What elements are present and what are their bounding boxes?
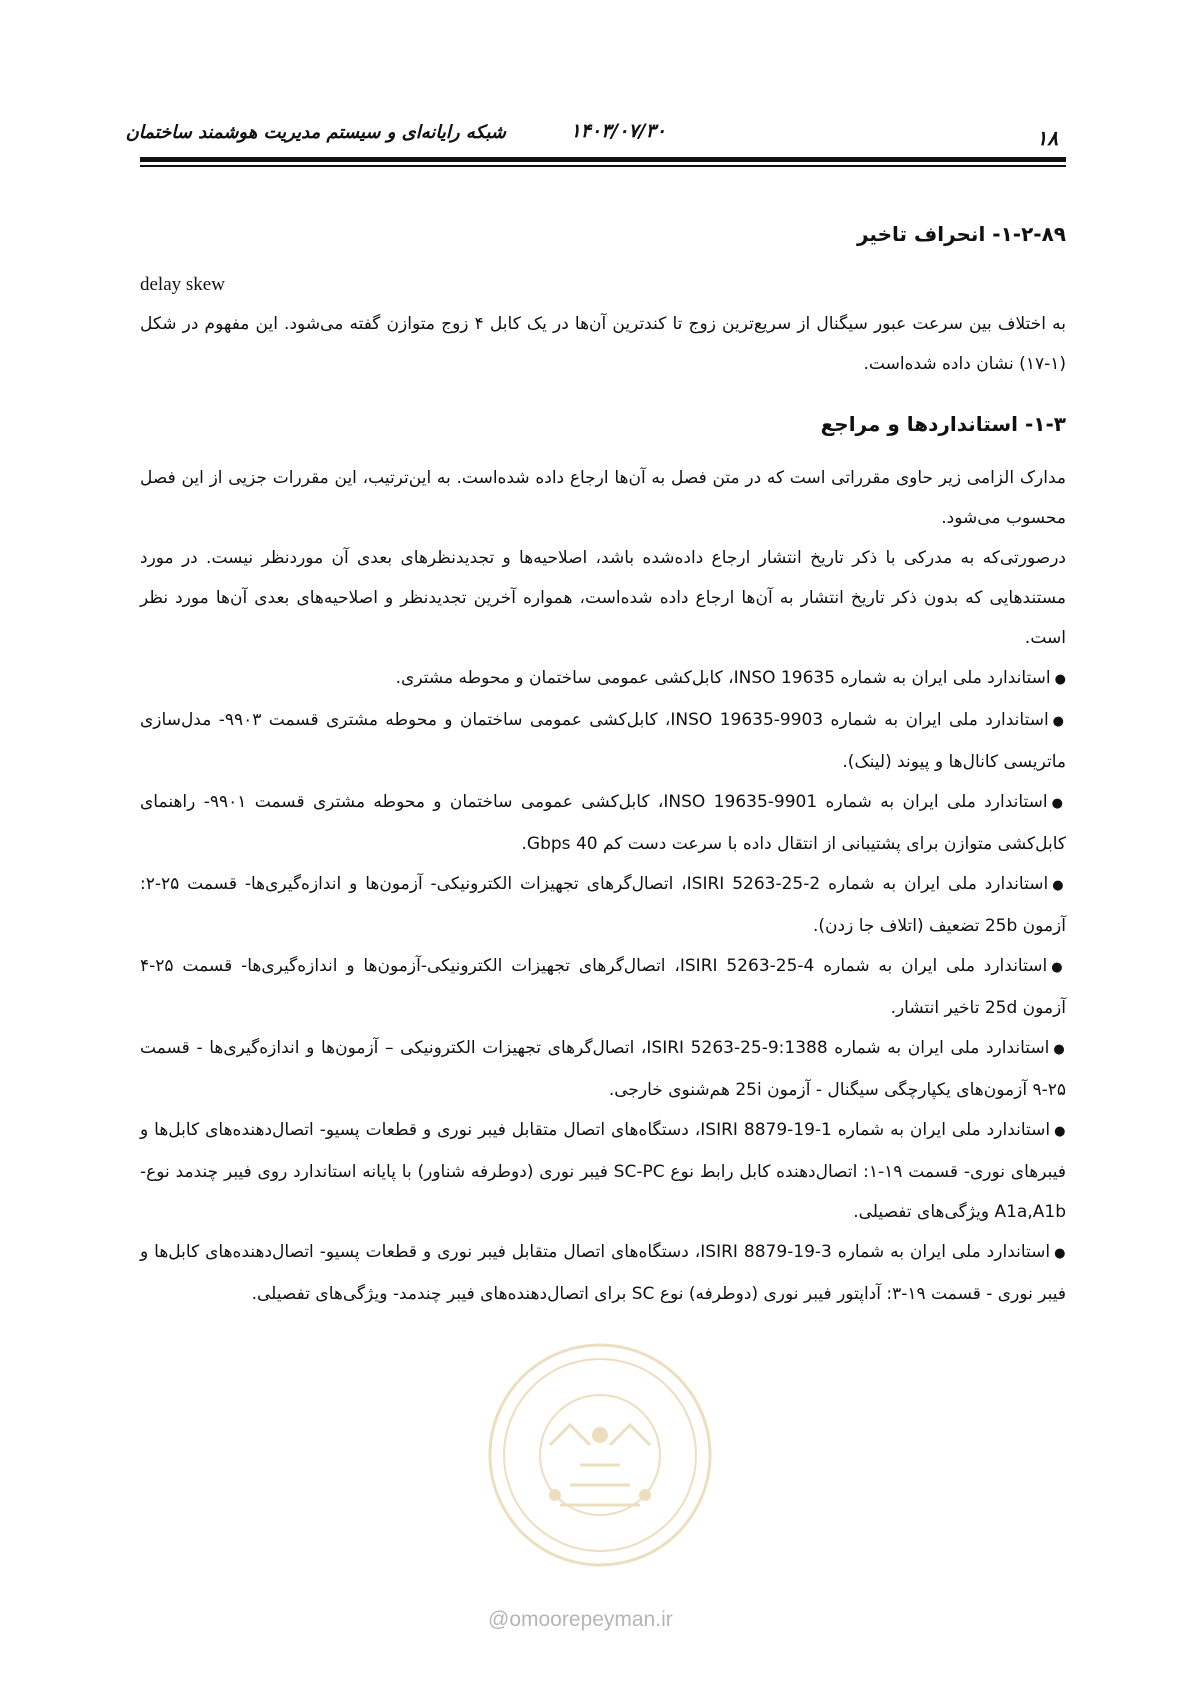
page-number: ۱۸ [1036,126,1058,150]
reference-list [140,658,1066,1314]
reference-text: استاندارد ملی ایران به شماره INSO 19635-9901، کابل‌کشی عمومی ساختمان و محوطه مشتری قسمت ۹۹۰۱- راهنمای کابل‌کشی متوازن برای پشتیبانی از انتقال داده با سرعت دست کم 40 Gbps. [140,792,1066,854]
reference-item [140,658,1066,700]
page-header [125,112,1066,152]
reference-item [140,864,1066,946]
intro-paragraph-1: مدارک الزامی زیر حاوی مقرراتی است که در متن فصل به آن‌ها ارجاع داده شده‌است. به این‌ترتیب، این مقررات جزیی از این فصل محسوب می‌شود. [140,468,1066,528]
reference-text: استاندارد ملی ایران به شماره ISIRI 5263-25-4، اتصال‌گرهای تجهیزات الکترونیکی-آزمون‌ها و اندازه‌گیری‌ها- قسمت ۲۵-۴ آزمون 25d تاخیر انتشار. [140,956,1066,1018]
reference-item [140,1110,1066,1232]
header-date: ۱۴۰۳/۰۷/۳۰ [570,120,666,142]
page-body [140,214,1066,1314]
reference-text: استاندارد ملی ایران به شماره ISIRI 5263-25-2، اتصال‌گرهای تجهیزات الکترونیکی- آزمون‌ها و اندازه‌گیری‌ها- قسمت ۲۵-۲: آزمون 25b تضعیف (اتلاف جا زدن). [140,874,1066,936]
bullet-icon: ● [1052,878,1067,893]
at-icon: @ [488,1608,510,1631]
reference-text: استاندارد ملی ایران به شماره INSO 19635-9903، کابل‌کشی عمومی ساختمان و محوطه مشتری قسمت ۹۹۰۳- مدل‌سازی ماتریسی کانال‌ها و پیوند (لینک). [140,710,1066,772]
watermark-seal-icon [480,1335,720,1575]
bullet-icon: ● [1054,1124,1066,1139]
reference-item [140,782,1066,864]
watermark-url [488,1608,673,1632]
watermark-url-text: omoorepeyman.ir [509,1608,673,1631]
reference-item [140,946,1066,1028]
bullet-icon: ● [1051,796,1066,811]
reference-text: استاندارد ملی ایران به شماره ISIRI 8879-19-1، دستگاه‌های اتصال متقابل فیبر نوری و قطعات پسیو- اتصال‌دهنده‌های کابل‌ها و فیبرهای نوری- قسمت ۱۹-۱: اتصال‌دهنده کابل رابط نوع SC-PC فیبر نوری (دوطرفه شناور) با پایانه استاندارد روی فیبر چندمد نوع-A1a,A1b ویژگی‌های تفصیلی. [140,1120,1067,1222]
header-rule-thick [140,157,1066,162]
reference-item [140,1232,1066,1314]
reference-text: استاندارد ملی ایران به شماره ISIRI 8879-19-3، دستگاه‌های اتصال متقابل فیبر نوری و قطعات پسیو- اتصال‌دهنده‌های کابل‌ها و فیبر نوری - قسمت ۱۹-۳: آداپتور فیبر نوری (دوطرفه) نوع SC برای اتصال‌دهنده‌های فیبر چندمد- ویژگی‌های تفصیلی. [140,1242,1066,1304]
reference-text: استاندارد ملی ایران به شماره ISIRI 5263-25-9:1388، اتصال‌گرهای تجهیزات الکترونیکی – آزمون‌ها و اندازه‌گیری‌ها - قسمت ۲۵-۹ آزمون‌های یکپارچگی سیگنال - آزمون 25i هم‌شنوی خارجی. [140,1038,1066,1100]
reference-item [140,1028,1066,1110]
bullet-icon: ● [1051,960,1067,975]
header-book-title: شبکه رایانه‌ای و سیستم مدیریت هوشمند ساختمان [125,122,506,143]
bullet-icon: ● [1054,672,1066,687]
section-heading-standards: ۱-۳- استانداردها و مراجع [820,412,1066,436]
definition-paragraph: به اختلاف بین سرعت عبور سیگنال از سریع‌ترین زوج تا کندترین آن‌ها در یک کابل ۴ زوج متوازن گفته می‌شود. این مفهوم در شکل (۱-۱۷) نشان داده شده‌است. [140,314,1066,374]
reference-text: استاندارد ملی ایران به شماره INSO 19635، کابل‌کشی عمومی ساختمان و محوطه مشتری. [395,668,1051,688]
intro-paragraph-2: درصورتی‌که به مدرکی با ذکر تاریخ انتشار ارجاع داده‌شده باشد، اصلاحیه‌ها و تجدیدنظرهای بعدی آن موردنظر نیست. در مورد مستندهایی که بدون ذکر تاریخ انتشار به آن‌ها ارجاع داده شده‌است، همواره آخرین تجدیدنظر و اصلاحیه‌های بعدی آن‌ها مورد نظر است. [140,548,1066,648]
bullet-icon: ● [1054,1246,1066,1261]
section-heading-delay-skew: ۱-۲-۸۹- انحراف تاخیر [856,222,1066,246]
bullet-icon: ● [1053,1042,1066,1057]
header-rule-thin [140,165,1066,167]
reference-item [140,700,1066,782]
bullet-icon: ● [1052,714,1066,729]
english-term: delay skew [140,274,225,295]
